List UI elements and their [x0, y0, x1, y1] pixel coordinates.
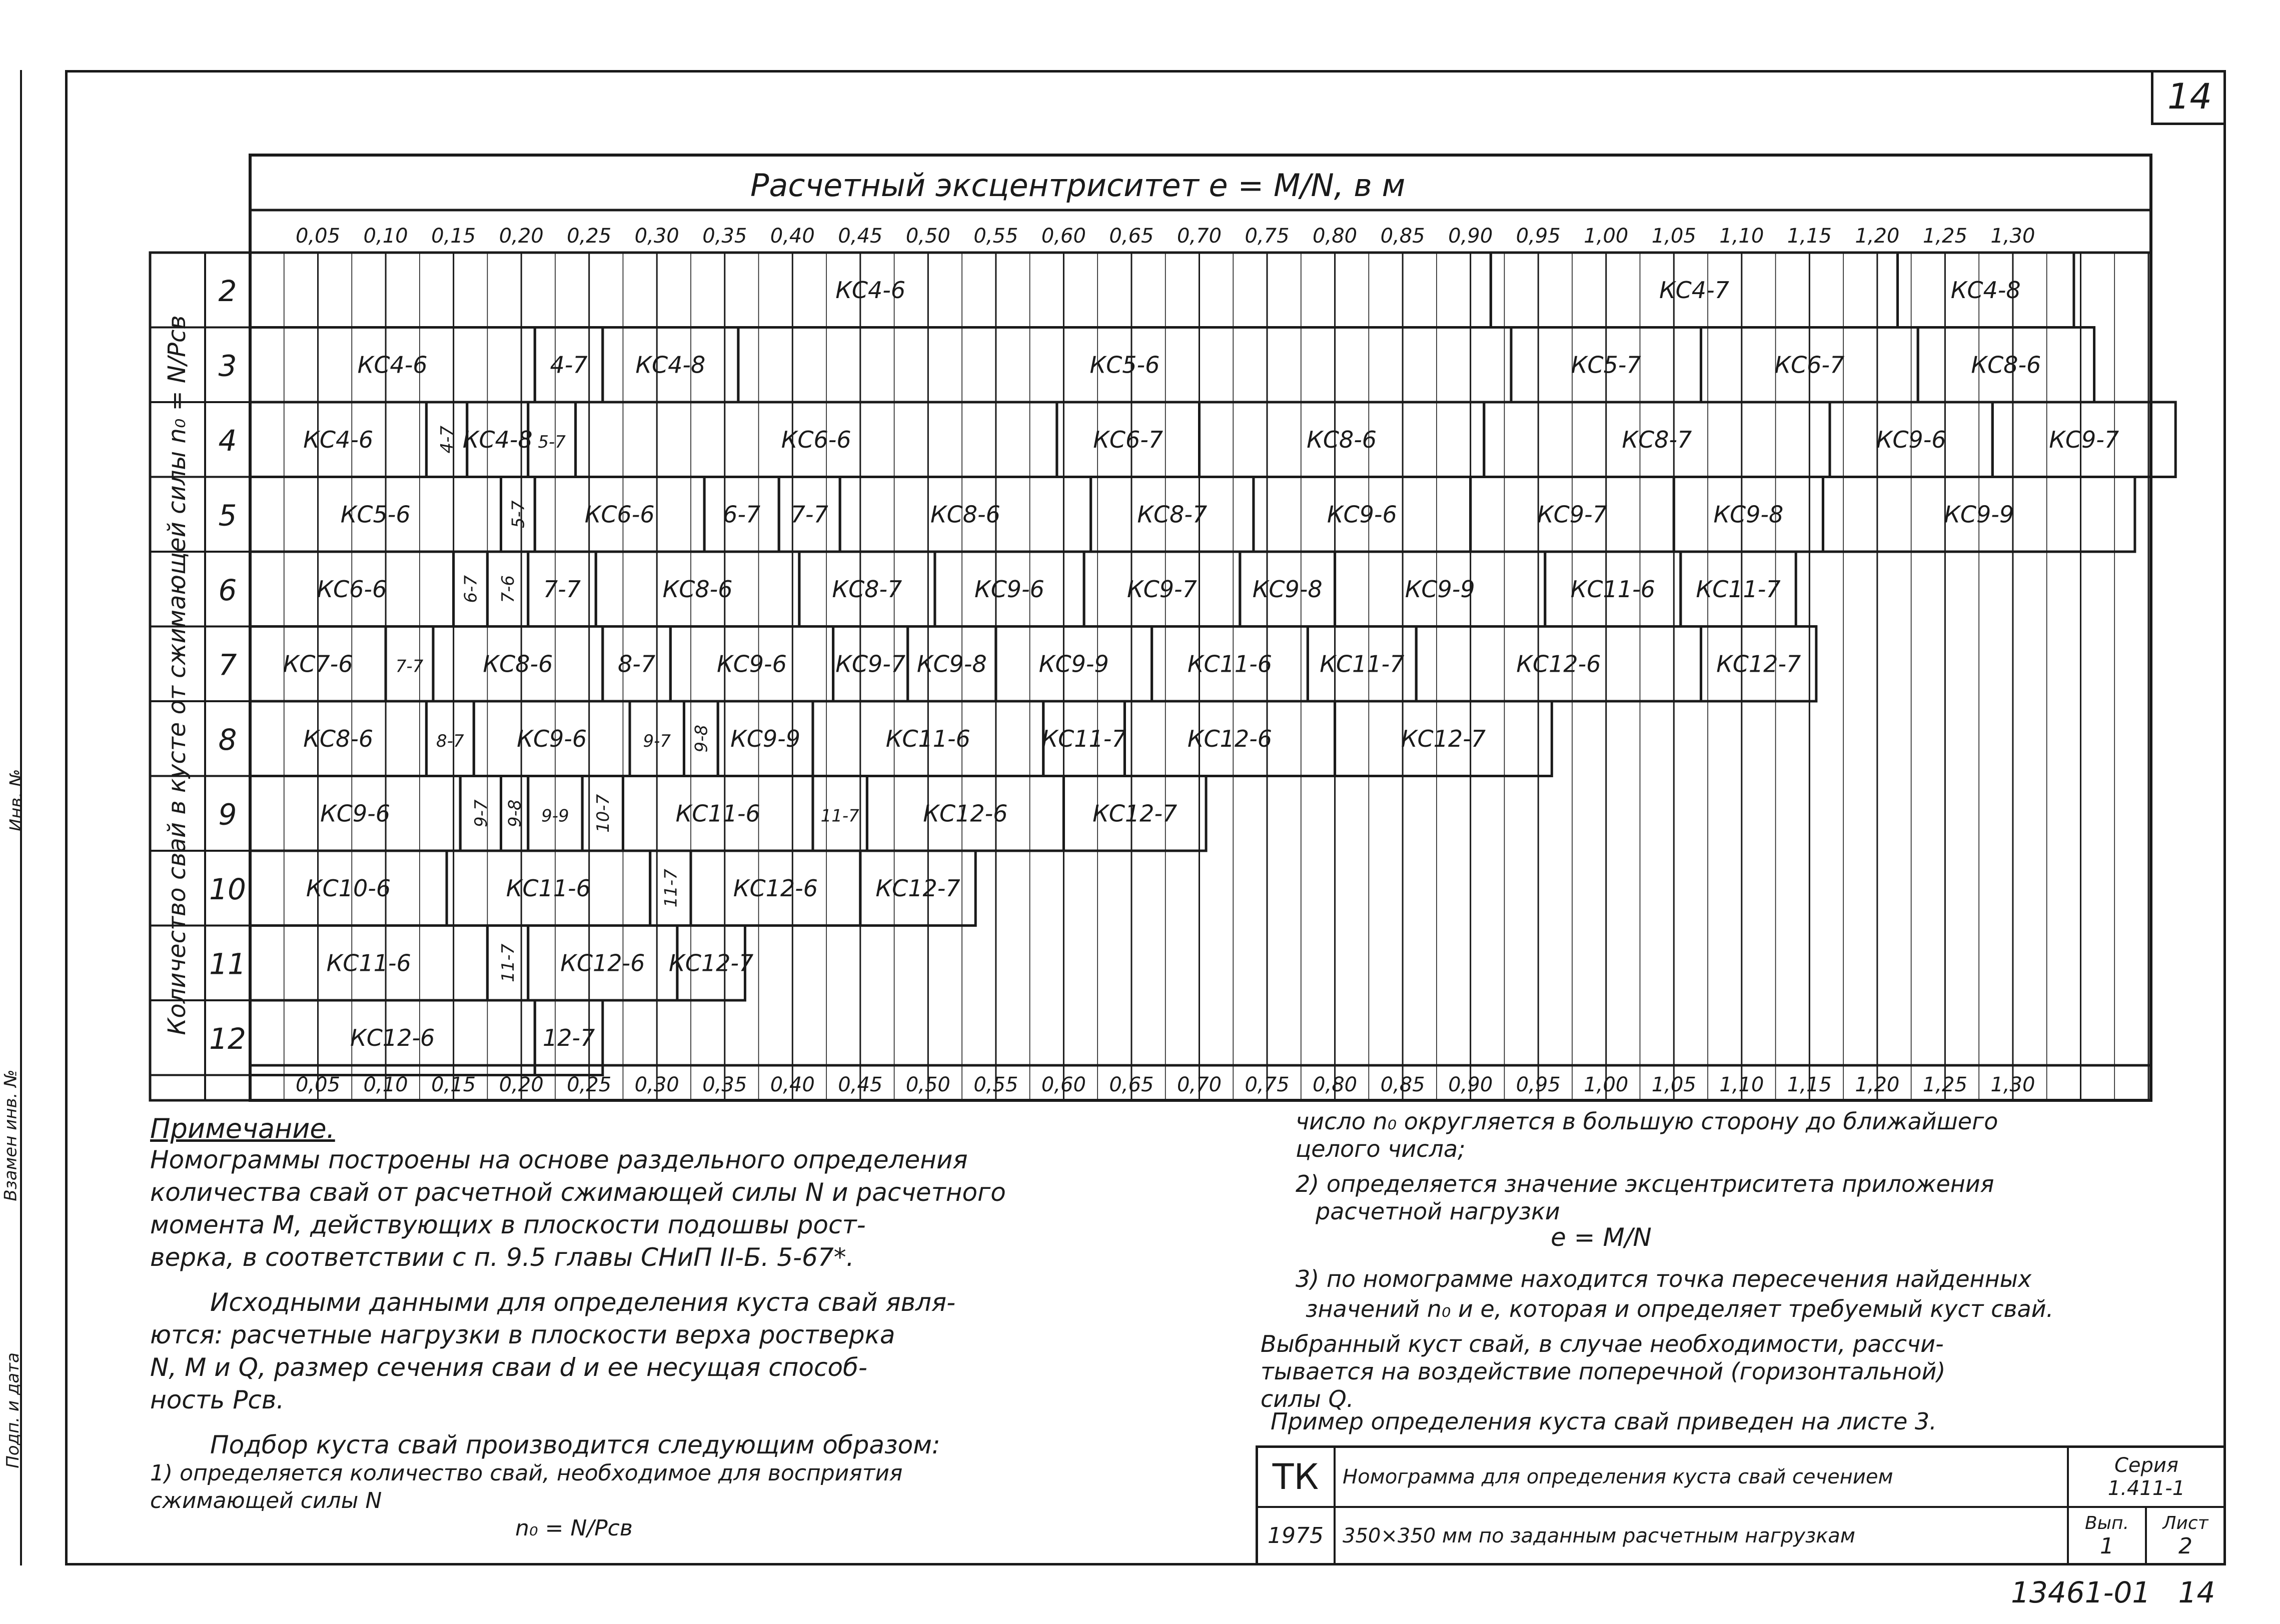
pile-cluster-label: 7-7 — [790, 501, 828, 528]
tick-label-bottom: 0,30 — [634, 1073, 679, 1096]
margin-mark-2: Взамен инв. № — [1, 1069, 21, 1201]
pile-cluster-label: КС8-6 — [930, 501, 1000, 528]
pile-cluster-label: 6-7 — [461, 575, 481, 603]
pile-cluster-label: КС12-6 — [923, 800, 1008, 827]
year-text: 1975 — [1268, 1523, 1324, 1548]
pile-cluster-label: КС6-6 — [317, 575, 387, 603]
pile-cluster-label: КС12-6 — [733, 874, 818, 902]
pile-cluster-label: КС4-7 — [1659, 276, 1729, 304]
tick-label-top: 0,45 — [838, 225, 883, 248]
title-line-2: 350×350 мм по заданным расчетным нагрузкам — [1343, 1524, 1855, 1547]
note-line: N, M и Q, размер сечения сваи d и ее несущая способ- — [150, 1353, 867, 1382]
tick-label-bottom: 1,05 — [1651, 1073, 1696, 1096]
pile-cluster-label: КС6-6 — [781, 426, 851, 453]
tick-label-top: 0,90 — [1448, 225, 1493, 248]
title-block-org — [1256, 1445, 1336, 1508]
org-text: ТК — [1272, 1456, 1319, 1497]
note-line: ность Pсв. — [150, 1385, 285, 1414]
tick-label-bottom: 0,70 — [1177, 1073, 1222, 1096]
pile-cluster-label: КС11-7 — [1320, 650, 1405, 678]
pile-cluster-label: 9-8 — [691, 724, 712, 753]
note-line: верка, в соответствии с п. 9.5 главы СНиП II-Б. 5-67*. — [150, 1243, 854, 1272]
tick-label-bottom: 0,65 — [1109, 1073, 1154, 1096]
pile-cluster-label: КС9-7 — [1537, 501, 1607, 528]
pile-cluster-label: КС8-7 — [1137, 501, 1208, 528]
margin-mark-1: Инв. № — [6, 769, 27, 832]
title-line-1: Номограмма для определения куста свай сечением — [1343, 1465, 1893, 1488]
row-n-label: 4 — [218, 423, 237, 458]
tick-label-bottom: 1,15 — [1787, 1073, 1832, 1096]
pile-cluster-label: КС9-6 — [974, 575, 1044, 603]
pile-cluster-label: КС6-7 — [1774, 351, 1845, 379]
title-block-year — [1256, 1506, 1336, 1565]
title-block-title1 — [1334, 1445, 2069, 1508]
pile-cluster-label: 6-7 — [723, 501, 761, 528]
nomogram-title: Расчетный эксцентриситет e = M/N, в м — [750, 167, 1406, 204]
tick-label-bottom: 1,20 — [1855, 1073, 1900, 1096]
tick-label-top: 0,70 — [1177, 225, 1222, 248]
row-n-label: 5 — [218, 498, 237, 533]
note-line: целого числа; — [1296, 1135, 1466, 1162]
tick-label-top: 1,20 — [1855, 225, 1900, 248]
pile-cluster-label: КС9-6 — [517, 725, 587, 752]
pile-cluster-label: КС8-6 — [662, 575, 733, 603]
tick-label-top: 0,80 — [1313, 225, 1358, 248]
pile-cluster-label: КС9-7 — [2049, 426, 2119, 453]
title-block-series — [2067, 1445, 2226, 1508]
tick-label-bottom: 0,35 — [702, 1073, 747, 1096]
tick-label-bottom: 0,95 — [1516, 1073, 1561, 1096]
note-line: сжимающей силы N — [150, 1488, 382, 1513]
pile-cluster-label: КС11-6 — [675, 800, 760, 827]
pile-cluster-label: КС4-8 — [635, 351, 706, 379]
tick-label-top: 0,75 — [1245, 225, 1290, 248]
tick-label-bottom: 0,85 — [1380, 1073, 1425, 1096]
tick-label-top: 1,00 — [1584, 225, 1629, 248]
pile-cluster-label: КС4-8 — [1950, 276, 2021, 304]
pile-cluster-label: КС9-6 — [320, 800, 391, 827]
tick-label-top: 0,40 — [770, 225, 815, 248]
note-line: Исходными данными для определения куста свай явля- — [210, 1288, 956, 1317]
tick-label-bottom: 0,75 — [1245, 1073, 1290, 1096]
tick-label-bottom: 0,90 — [1448, 1073, 1493, 1096]
note-line: 2) определяется значение эксцентриситета приложения — [1296, 1170, 1994, 1197]
pile-cluster-label: КС12-6 — [350, 1024, 435, 1051]
pile-cluster-label: КС12-7 — [669, 949, 754, 977]
sheet-number: 14 — [2167, 76, 2212, 117]
tick-label-top: 0,20 — [499, 225, 544, 248]
tick-label-top: 0,95 — [1516, 225, 1561, 248]
pile-cluster-label: КС11-6 — [1187, 650, 1273, 678]
list-value: 2 — [2178, 1533, 2192, 1559]
row-n-label: 6 — [218, 573, 237, 607]
pile-cluster-label: 4-7 — [550, 351, 588, 379]
tick-label-top: 0,15 — [431, 225, 476, 248]
pile-cluster-label: КС12-7 — [875, 874, 960, 902]
pile-cluster-label: КС7-6 — [283, 650, 353, 678]
pile-cluster-label: КС5-6 — [1089, 351, 1160, 379]
pile-cluster-label: 7-7 — [395, 656, 424, 677]
pile-cluster-label: КС8-6 — [1971, 351, 2041, 379]
pile-cluster-label: КС8-6 — [303, 725, 374, 752]
title-block-vyp — [2067, 1506, 2147, 1565]
tick-label-bottom: 1,30 — [1990, 1073, 2035, 1096]
row-n-label: 7 — [218, 648, 237, 682]
pile-cluster-label: КС9-9 — [1944, 501, 2014, 528]
notes-heading: Примечание. — [150, 1113, 335, 1144]
row-n-label: 3 — [218, 349, 237, 383]
pile-cluster-label: КС8-6 — [1307, 426, 1377, 453]
note-line: 1) определяется количество свай, необходимое для восприятия — [150, 1460, 903, 1486]
tick-label-top: 1,15 — [1787, 225, 1832, 248]
pile-cluster-label: КС9-6 — [1327, 501, 1397, 528]
pile-cluster-label: КС4-6 — [357, 351, 428, 379]
tick-label-top: 0,25 — [567, 225, 612, 248]
pile-cluster-label: КС11-6 — [885, 725, 970, 752]
pile-cluster-label: 9-8 — [505, 799, 525, 828]
tick-label-top: 1,05 — [1651, 225, 1696, 248]
pile-cluster-label: КС8-7 — [1622, 426, 1692, 453]
pile-cluster-label: КС9-6 — [717, 650, 787, 678]
tick-label-top: 0,60 — [1041, 225, 1086, 248]
tick-label-top: 0,05 — [296, 225, 341, 248]
pile-cluster-label: КС5-7 — [1571, 351, 1641, 379]
note-line: Подбор куста свай производится следующим образом: — [210, 1430, 940, 1459]
note-line: 3) по номограмме находится точка пересечения найденных — [1296, 1265, 2032, 1292]
pile-cluster-label: КС9-9 — [730, 725, 801, 752]
tick-label-bottom: 0,15 — [431, 1073, 476, 1096]
pile-cluster-label: КС4-8 — [462, 426, 533, 453]
pile-cluster-label: КС11-6 — [326, 949, 411, 977]
pile-cluster-label: 4-7 — [437, 425, 458, 454]
pile-cluster-label: КС9-8 — [1252, 575, 1323, 603]
row-n-label: 2 — [218, 274, 237, 308]
pile-cluster-label: 11-7 — [498, 943, 519, 982]
note-line: Выбранный куст свай, в случае необходимости, рассчи- — [1261, 1330, 1944, 1357]
pile-cluster-label: 9-7 — [471, 799, 491, 828]
margin-mark-3: Подп. и дата — [3, 1352, 23, 1468]
pile-cluster-label: 11-7 — [661, 869, 681, 908]
note-line: силы Q. — [1261, 1385, 1354, 1412]
note-line: количества свай от расчетной сжимающей силы N и расчетного — [150, 1178, 1006, 1207]
pile-cluster-label: 5-7 — [508, 500, 529, 529]
tick-label-top: 0,65 — [1109, 225, 1154, 248]
pile-cluster-label: КС9-7 — [835, 650, 906, 678]
pile-cluster-label: КС12-7 — [1401, 725, 1486, 752]
tick-label-bottom: 0,25 — [567, 1073, 612, 1096]
formula-n0: n₀ = N/Pсв — [515, 1515, 633, 1541]
pile-cluster-label: КС10-6 — [306, 874, 391, 902]
series-label: Серия — [2114, 1453, 2178, 1477]
y-axis-label: Количество свай в кусте от сжимающей силы n₀ = N/Pсв — [163, 315, 191, 1035]
pile-cluster-label: КС12-6 — [1187, 725, 1273, 752]
title-block-title2 — [1334, 1506, 2069, 1565]
tick-label-bottom: 0,60 — [1041, 1073, 1086, 1096]
tick-label-top: 0,50 — [905, 225, 950, 248]
title-block-list — [2145, 1506, 2226, 1565]
tick-label-bottom: 1,25 — [1922, 1073, 1967, 1096]
pile-cluster-label: 9-7 — [643, 731, 671, 751]
pile-cluster-label: КС6-7 — [1093, 426, 1164, 453]
pile-cluster-label: КС11-6 — [1570, 575, 1655, 603]
note-line: значений n₀ и e, которая и определяет требуемый куст свай. — [1306, 1295, 2054, 1322]
vyp-label: Вып. — [2084, 1512, 2129, 1533]
pile-cluster-label: 8-7 — [617, 650, 656, 678]
tick-label-bottom: 0,05 — [296, 1073, 341, 1096]
pile-cluster-label: 10-7 — [593, 794, 613, 833]
tick-label-top: 0,55 — [973, 225, 1018, 248]
pile-cluster-label: 5-7 — [538, 432, 566, 452]
pile-cluster-label: КС8-7 — [832, 575, 902, 603]
tick-label-bottom: 0,50 — [905, 1073, 950, 1096]
note-line: ются: расчетные нагрузки в плоскости верха ростверка — [150, 1320, 895, 1349]
formula-e: e = M/N — [1551, 1223, 1652, 1252]
tick-label-bottom: 0,55 — [973, 1073, 1018, 1096]
pile-cluster-label: КС11-7 — [1696, 575, 1781, 603]
pile-cluster-label: КС12-7 — [1092, 800, 1178, 827]
pile-cluster-label: КС9-9 — [1405, 575, 1475, 603]
pile-cluster-label: КС4-6 — [835, 276, 906, 304]
tick-label-bottom: 0,20 — [499, 1073, 544, 1096]
tick-label-bottom: 1,00 — [1584, 1073, 1629, 1096]
tick-label-bottom: 1,10 — [1719, 1073, 1764, 1096]
note-line: Номограммы построены на основе раздельного определения — [150, 1145, 968, 1174]
tick-label-bottom: 0,10 — [363, 1073, 408, 1096]
note-line: тывается на воздействие поперечной (горизонтальной) — [1261, 1358, 1946, 1385]
pile-cluster-label: КС12-6 — [1516, 650, 1601, 678]
tick-label-bottom: 0,80 — [1313, 1073, 1358, 1096]
row-n-label: 10 — [209, 872, 246, 906]
tick-label-top: 0,35 — [702, 225, 747, 248]
tick-label-bottom: 0,40 — [770, 1073, 815, 1096]
pile-cluster-label: КС11-7 — [1041, 725, 1126, 752]
row-n-label: 8 — [218, 722, 237, 757]
pile-cluster-label: КС9-9 — [1038, 650, 1109, 678]
pile-cluster-label: 8-7 — [436, 731, 464, 751]
tick-label-top: 0,30 — [634, 225, 679, 248]
row-n-label: 12 — [209, 1021, 246, 1056]
pile-cluster-label: 7-7 — [543, 575, 581, 603]
pile-cluster-label: КС12-6 — [560, 949, 645, 977]
pile-cluster-label: КС9-8 — [916, 650, 987, 678]
note-line: Пример определения куста свай приведен на листе 3. — [1271, 1408, 1937, 1435]
row-n-label: 9 — [218, 797, 237, 832]
pile-cluster-label: 9-9 — [541, 806, 569, 826]
pile-cluster-label: КС9-6 — [1876, 426, 1946, 453]
note-line: число n₀ округляется в большую сторону до ближайшего — [1296, 1108, 1998, 1135]
note-line: момента M, действующих в плоскости подошвы рост- — [150, 1210, 866, 1239]
tick-label-top: 1,10 — [1719, 225, 1764, 248]
tick-label-top: 1,25 — [1922, 225, 1967, 248]
pile-cluster-label: КС5-6 — [340, 501, 411, 528]
pile-cluster-label: КС8-6 — [483, 650, 553, 678]
row-n-label: 11 — [209, 947, 246, 981]
pile-cluster-label: 11-7 — [820, 806, 859, 826]
note-line: расчетной нагрузки — [1316, 1198, 1560, 1225]
pile-cluster-label: КС9-7 — [1126, 575, 1197, 603]
pile-cluster-label: КС4-6 — [303, 426, 374, 453]
tick-label-top: 1,30 — [1990, 225, 2035, 248]
pile-cluster-label: 12-7 — [542, 1024, 595, 1051]
series-value: 1.411-1 — [2107, 1476, 2185, 1500]
tick-label-top: 0,10 — [363, 225, 408, 248]
pile-cluster-label: 7-6 — [498, 575, 519, 603]
vyp-value: 1 — [2100, 1533, 2114, 1559]
pile-cluster-label: КС12-7 — [1716, 650, 1801, 678]
pile-cluster-label: КС9-8 — [1713, 501, 1784, 528]
pile-cluster-label: КС6-6 — [584, 501, 655, 528]
tick-label-bottom: 0,45 — [838, 1073, 883, 1096]
list-label: Лист — [2162, 1512, 2208, 1533]
pile-cluster-label: КС11-6 — [506, 874, 591, 902]
archive-code: 13461-01 14 — [2011, 1575, 2215, 1609]
tick-label-top: 0,85 — [1380, 225, 1425, 248]
